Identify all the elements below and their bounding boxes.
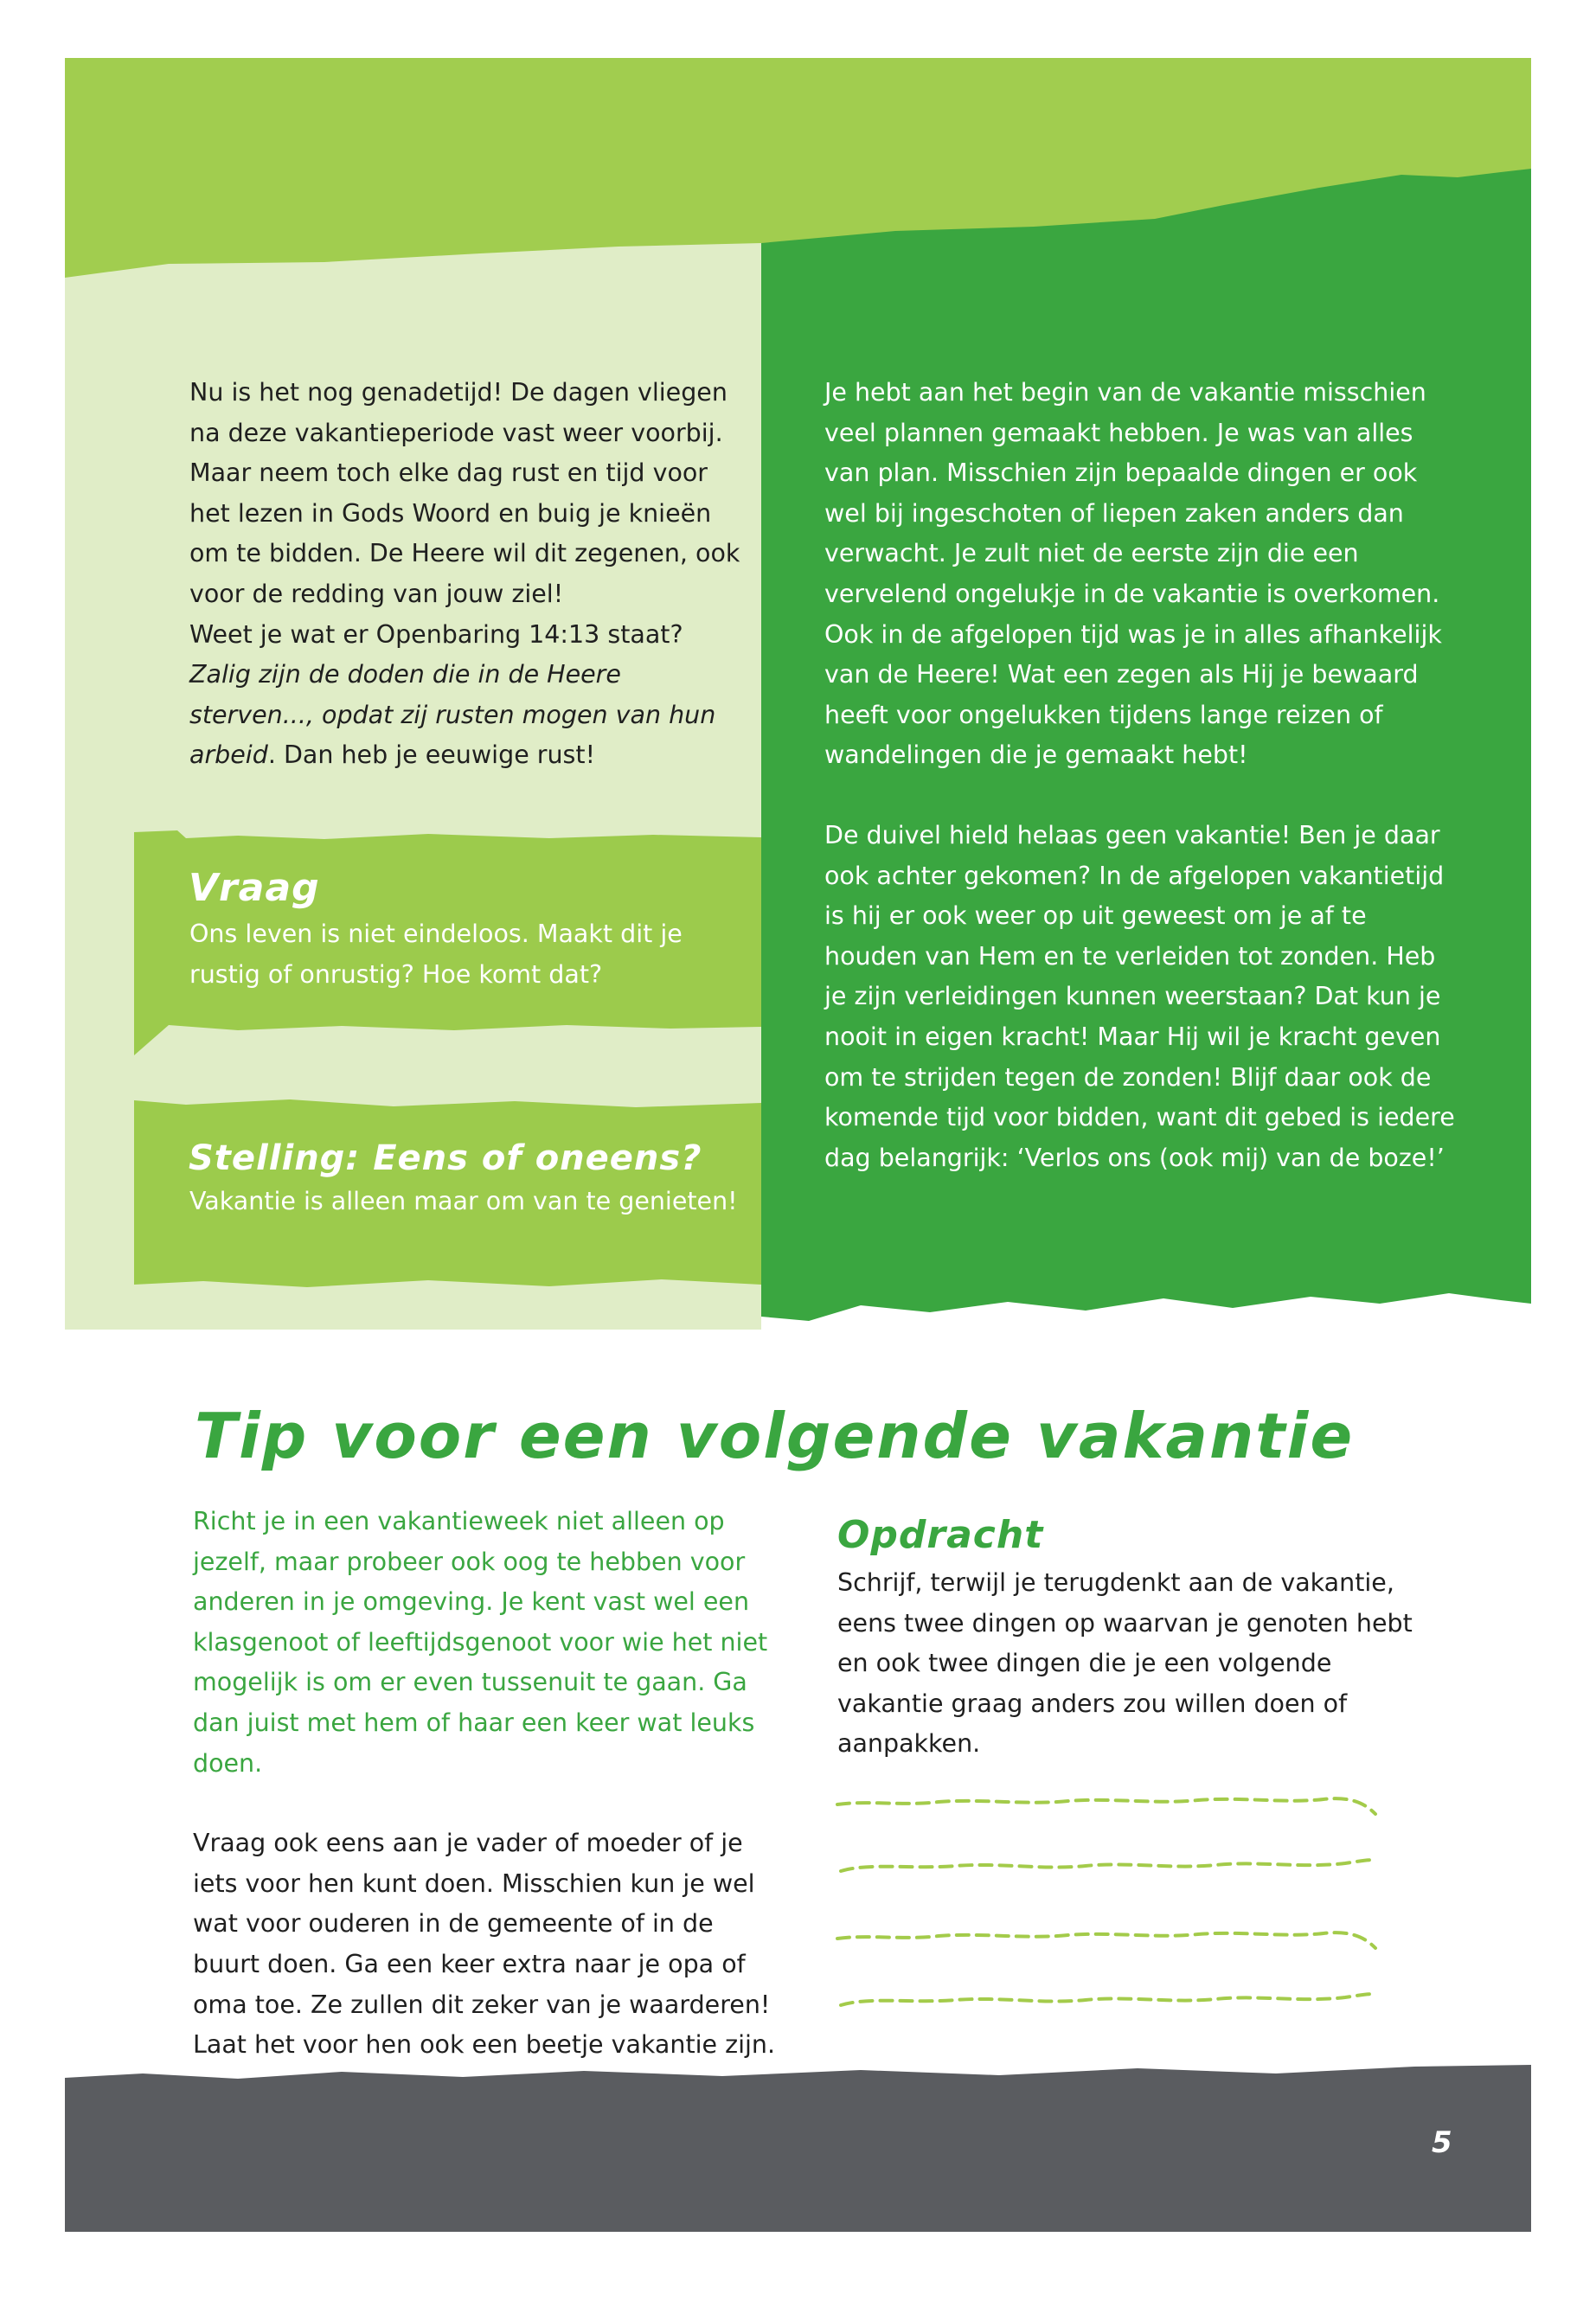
stelling-title: Stelling: Eens of oneens?: [189, 1138, 702, 1178]
vraag-title: Vraag: [189, 866, 320, 910]
tip-column: [193, 1502, 781, 2066]
right-column: [824, 373, 1465, 1178]
left-intro: [189, 373, 743, 776]
opdracht-title: Opdracht: [837, 1513, 1044, 1557]
footer-band: [65, 2065, 1531, 2232]
tip-paragraph-1: Richt je in een vakantieweek niet alleen op jezelf, maar probeer ook oog te hebben voor anderen in je omgeving. Je kent vast wel een klasgenoot of leeftijdsgenoot voor wie het niet mogelijk is om er even tussenuit te gaan. Ga dan juist met hem of haar een keer wat leuks doen.: [193, 1507, 768, 1778]
magazine-page: [65, 58, 1531, 2232]
right-paragraph-2: De duivel hield helaas geen vakantie! Ben je daar ook achter gekomen? In de afgelopen vakantietijd is hij er ook weer op uit geweest om je af te houden van Hem en te verleiden tot zonden. Heb je zijn verleidingen kunnen weerstaan? Dat kun je nooit in eigen kracht! Maar Hij wil je kracht geven om te strijden tegen de zonden! Blijf daar ook de komende tijd voor bidden, want dit gebed is iedere dag belangrijk: ‘Verlos ons (ook mij) van de boze!’: [824, 820, 1455, 1172]
left-question-line: Weet je wat er Openbaring 14:13 staat?: [189, 619, 683, 649]
left-paragraph: Nu is het nog genadetijd! De dagen vliegen na deze vakantieperiode vast weer voorbij. Maar neem toch elke dag rust en tijd voor het lezen in Gods Woord en buig je knieën om te bidden. De Heere wil dit zegenen, ook voor de redding van jouw ziel!: [189, 378, 740, 608]
page-number: 5: [1432, 2125, 1453, 2160]
tip-paragraph-2: Vraag ook eens aan je vader of moeder of je iets voor hen kunt doen. Misschien kun je wel wat voor ouderen in de gemeente of in de buurt doen. Ga een keer extra naar je opa of oma toe. Ze zullen dit zeker van je waarderen! Laat het voor hen ook een beetje vakantie zijn.: [193, 1829, 776, 2060]
vraag-text: Ons leven is niet eindeloos. Maakt dit je rustig of onrustig? Hoe komt dat?: [189, 920, 683, 989]
tip-title: Tip voor een volgende vakantie: [195, 1400, 1355, 1472]
bible-quote: Zalig zijn de doden die in de Heere sterven..., opdat zij rusten mogen van hun arbeid: [189, 660, 716, 770]
stelling-text: Vakantie is alleen maar om van te genieten!: [189, 1187, 738, 1215]
opdracht-text: Schrijf, terwijl je terugdenkt aan de vakantie, eens twee dingen op waarvan je genoten hebt en ook twee dingen die je een volgende vakantie graag anders zou willen doen of aanpakken.: [837, 1568, 1413, 1759]
left-quote-line: [189, 655, 743, 776]
left-conclusion: . Dan heb je eeuwige rust!: [267, 740, 596, 770]
right-paragraph-1: Je hebt aan het begin van de vakantie misschien veel plannen gemaakt hebben. Je was van alles van plan. Misschien zijn bepaalde dingen er ook wel bij ingeschoten of liepen zaken anders dan verwacht. Je zult niet de eerste zijn die een vervelend ongelukje in de vakantie is overkomen. Ook in de afgelopen tijd was je in alles afhankelijk van de Heere! Wat een zegen als Hij je bewaard heeft voor ongelukken tijdens lange reizen of wandelingen die je gemaakt hebt!: [824, 378, 1442, 770]
